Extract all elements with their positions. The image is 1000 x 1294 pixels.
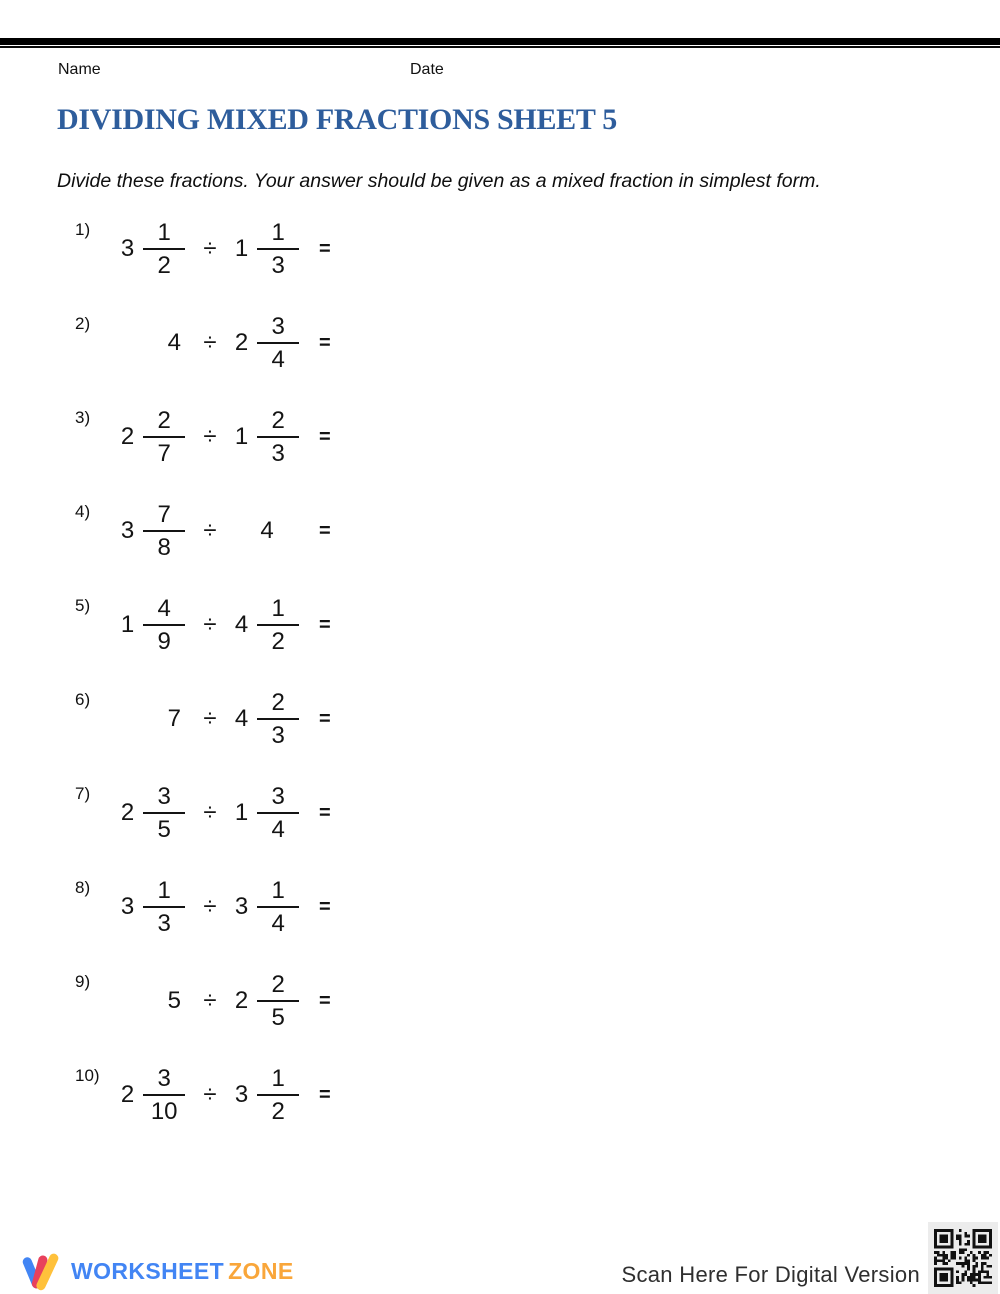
page-title: DIVIDING MIXED FRACTIONS SHEET 5 (57, 103, 617, 136)
problem-number: 5) (75, 596, 91, 615)
numerator: 1 (257, 877, 299, 908)
problem-row (0, 296, 1000, 390)
fraction (257, 877, 299, 937)
denominator: 7 (157, 439, 171, 467)
fraction (143, 407, 185, 467)
fraction (257, 783, 299, 843)
denominator: 4 (271, 345, 285, 373)
problem-number: 8) (75, 878, 91, 897)
denominator: 3 (157, 909, 171, 937)
fraction (257, 313, 299, 373)
fraction (143, 1065, 185, 1125)
denominator: 8 (157, 533, 171, 561)
top-divider-rule (0, 38, 1000, 48)
fraction (143, 219, 185, 279)
equals-sign: = (319, 801, 331, 824)
scan-here-text: Scan Here For Digital Version (621, 1262, 920, 1287)
division-sign: ÷ (203, 423, 217, 450)
equals-sign: = (319, 331, 331, 354)
dividend (113, 407, 193, 467)
equals-sign: = (319, 989, 331, 1012)
numerator: 1 (257, 595, 299, 626)
division-sign: ÷ (203, 987, 217, 1014)
whole-number: 4 (234, 611, 249, 638)
problem-number: 2) (75, 314, 91, 333)
dividend (113, 329, 193, 357)
divisor (227, 689, 307, 749)
whole-number: 4 (234, 705, 249, 732)
fraction (143, 877, 185, 937)
division-sign: ÷ (203, 799, 217, 826)
divisor (227, 517, 307, 545)
divisor (227, 1065, 307, 1125)
divisor (227, 219, 307, 279)
whole-number: 1 (234, 799, 249, 826)
problem-row (0, 202, 1000, 296)
dividend (113, 501, 193, 561)
numerator: 3 (257, 313, 299, 344)
denominator: 9 (157, 627, 171, 655)
whole-number: 5 (167, 987, 181, 1014)
denominator: 3 (271, 251, 285, 279)
divisor (227, 407, 307, 467)
denominator: 2 (157, 251, 171, 279)
division-sign: ÷ (203, 235, 217, 262)
division-sign: ÷ (203, 329, 217, 356)
problem-row (0, 954, 1000, 1048)
problem-row (0, 766, 1000, 860)
problem-number: 10) (75, 1066, 100, 1085)
whole-number: 2 (234, 987, 249, 1014)
divisor (227, 971, 307, 1031)
equals-sign: = (319, 613, 331, 636)
equals-sign: = (319, 707, 331, 730)
whole-number: 3 (234, 1081, 249, 1108)
problem-number: 4) (75, 502, 91, 521)
numerator: 3 (257, 783, 299, 814)
numerator: 2 (257, 971, 299, 1002)
whole-number: 1 (234, 423, 249, 450)
numerator: 3 (143, 783, 185, 814)
division-sign: ÷ (203, 893, 217, 920)
denominator: 4 (271, 815, 285, 843)
denominator: 2 (271, 1097, 285, 1125)
problem-row (0, 672, 1000, 766)
logo-worksheet-text: WORKSHEET (71, 1257, 225, 1284)
numerator: 3 (143, 1065, 185, 1096)
equals-sign: = (319, 237, 331, 260)
numerator: 4 (143, 595, 185, 626)
dividend (113, 877, 193, 937)
denominator: 10 (150, 1097, 178, 1125)
problem-row (0, 484, 1000, 578)
fraction (143, 783, 185, 843)
fraction (257, 407, 299, 467)
numerator: 2 (257, 689, 299, 720)
numerator: 1 (257, 1065, 299, 1096)
equals-sign: = (319, 425, 331, 448)
fraction (143, 595, 185, 655)
division-sign: ÷ (203, 705, 217, 732)
whole-number: 4 (260, 517, 274, 544)
whole-number: 2 (234, 329, 249, 356)
qr-code-box (928, 1222, 998, 1294)
division-sign: ÷ (203, 1081, 217, 1108)
instruction-text: Divide these fractions. Your answer should be given as a mixed fraction in simplest form. (57, 170, 821, 192)
whole-number: 3 (120, 893, 135, 920)
whole-number: 1 (234, 235, 249, 262)
divisor (227, 595, 307, 655)
problem-row (0, 390, 1000, 484)
name-label: Name (58, 61, 101, 78)
denominator: 5 (157, 815, 171, 843)
problem-number: 3) (75, 408, 91, 427)
worksheetzone-logo-icon (20, 1250, 62, 1292)
problems-list (0, 202, 1000, 1142)
whole-number: 3 (120, 517, 135, 544)
division-sign: ÷ (203, 517, 217, 544)
numerator: 2 (257, 407, 299, 438)
dividend (113, 783, 193, 843)
dividend (113, 705, 193, 733)
denominator: 3 (271, 439, 285, 467)
equals-sign: = (319, 519, 331, 542)
qr-code (934, 1229, 992, 1287)
divisor (227, 313, 307, 373)
divisor (227, 783, 307, 843)
problem-row (0, 1048, 1000, 1142)
equals-sign: = (319, 895, 331, 918)
division-sign: ÷ (203, 611, 217, 638)
numerator: 1 (143, 219, 185, 250)
problem-row (0, 578, 1000, 672)
problem-number: 1) (75, 220, 91, 239)
numerator: 1 (143, 877, 185, 908)
whole-number: 3 (234, 893, 249, 920)
whole-number: 7 (167, 705, 181, 732)
equals-sign: = (319, 1083, 331, 1106)
problem-row (0, 860, 1000, 954)
dividend (113, 595, 193, 655)
whole-number: 1 (120, 611, 135, 638)
denominator: 4 (271, 909, 285, 937)
dividend (113, 987, 193, 1015)
fraction (257, 971, 299, 1031)
problem-number: 6) (75, 690, 91, 709)
fraction (257, 595, 299, 655)
problem-number: 7) (75, 784, 91, 803)
numerator: 1 (257, 219, 299, 250)
fraction (257, 219, 299, 279)
date-label: Date (410, 61, 444, 78)
whole-number: 3 (120, 235, 135, 262)
denominator: 2 (271, 627, 285, 655)
problem-number: 9) (75, 972, 91, 991)
logo-text (71, 1258, 294, 1285)
dividend (113, 219, 193, 279)
numerator: 2 (143, 407, 185, 438)
denominator: 5 (271, 1003, 285, 1031)
fraction (257, 1065, 299, 1125)
divisor (227, 877, 307, 937)
logo-zone-text: ZONE (228, 1257, 294, 1284)
whole-number: 2 (120, 423, 135, 450)
worksheetzone-logo (20, 1250, 294, 1292)
dividend (113, 1065, 193, 1125)
whole-number: 2 (120, 799, 135, 826)
fraction (257, 689, 299, 749)
whole-number: 2 (120, 1081, 135, 1108)
fraction (143, 501, 185, 561)
numerator: 7 (143, 501, 185, 532)
denominator: 3 (271, 721, 285, 749)
whole-number: 4 (167, 329, 181, 356)
